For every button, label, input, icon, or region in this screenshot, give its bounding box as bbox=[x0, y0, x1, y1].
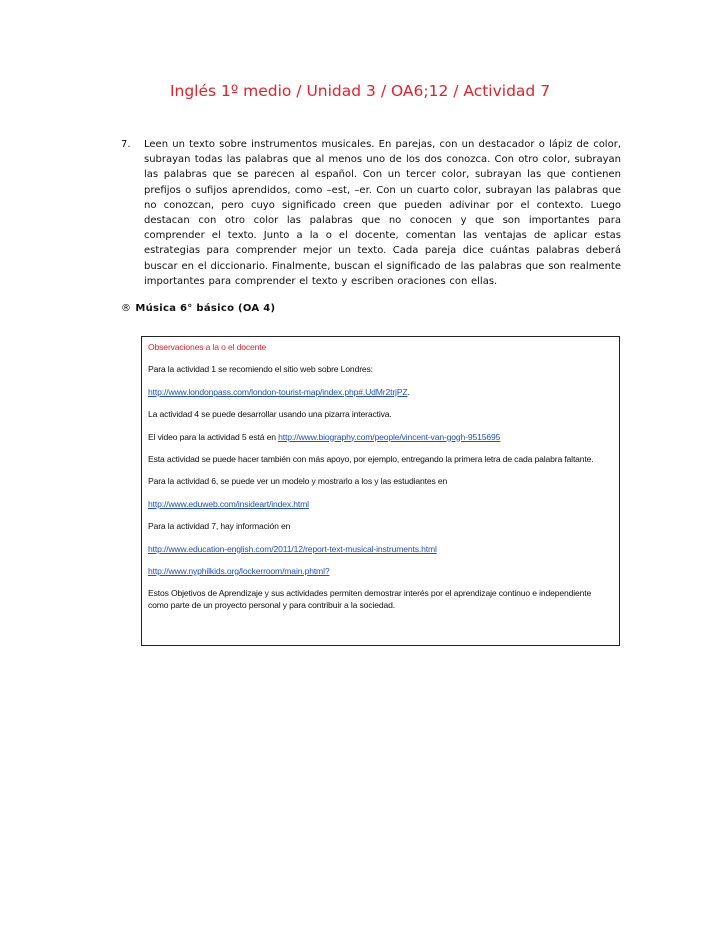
activity-text: Leen un texto sobre instrumentos musicales. En parejas, con un destacador o lápiz de color, subrayan todas las palabras que al menos uno de los dos conozca. Con otro color, subrayan las palabras que se parecen al español. Con un tercer color, subrayan las que contienen prefijos o sufijos aprendidos, como –est, –er. Con un cuarto color, subrayan las palabras que no conozcan, pero cuyo significado creen que pueden adivinar por el contexto. Luego destacan con otro color las palabras que no conocen y que son importantes para comprender el texto. Junto a la o el docente, comentan las ventajas de aplicar estas estrategias para comprender mejor un texto. Cada pareja dice cuántas palabras deberá buscar en el diccionario. Finalmente, buscan el significado de las palabras que son realmente importantes para comprender el texto y escriben oraciones con ellas. bbox=[144, 139, 621, 287]
page-title: Inglés 1º medio / Unidad 3 / OA6;12 / Actividad 7 bbox=[169, 82, 551, 100]
activity-item bbox=[121, 137, 621, 289]
eduweb-link[interactable]: http://www.eduweb.com/insideart/index.html bbox=[148, 498, 309, 509]
link-suffix: . bbox=[407, 386, 410, 397]
note-activity-1: Para la actividad 1 se recomiendo el sitio web sobre Londres: bbox=[148, 364, 373, 375]
note-link-eduweb bbox=[148, 499, 613, 511]
note-support: Esta actividad se puede hacer también con más apoyo, por ejemplo, entregando la primera letra de cada palabra faltante. bbox=[148, 453, 594, 464]
related-subject-link[interactable] bbox=[121, 303, 275, 314]
teacher-notes-box bbox=[141, 336, 620, 646]
notes-title: Observaciones a la o el docente bbox=[148, 342, 267, 352]
note-activity-5 bbox=[148, 432, 613, 444]
note-activity-5-text: El video para la actividad 5 está en bbox=[148, 431, 279, 442]
london-pass-link[interactable]: http://www.londonpass.com/london-tourist-map/index.php#.UdMr2trjPZ bbox=[148, 386, 408, 397]
note-activity-4: La actividad 4 se puede desarrollar usando una pizarra interactiva. bbox=[148, 409, 392, 420]
education-english-link[interactable]: http://www.education-english.com/2011/12/report-text-musical-instruments.html bbox=[148, 543, 437, 554]
note-objectives: Estos Objetivos de Aprendizaje y sus actividades permiten demostrar interés por el aprendizaje continuo e independiente como parte de un proyecto personal y para contribuir a la sociedad. bbox=[148, 588, 592, 611]
note-activity-6: Para la actividad 6, se puede ver un modelo y mostrarlo a los y las estudiantes en bbox=[148, 476, 448, 487]
related-subject-label: Música 6° básico (OA 4) bbox=[135, 303, 276, 314]
nyphilkids-link[interactable]: http://www.nyphilkids.org/lockerroom/main.phtml? bbox=[148, 565, 330, 576]
note-link-london bbox=[148, 387, 613, 399]
activity-number: 7. bbox=[121, 139, 131, 150]
note-link-education-english bbox=[148, 544, 613, 556]
note-activity-7: Para la actividad 7, hay información en bbox=[148, 521, 291, 532]
registered-icon: ® bbox=[121, 303, 132, 314]
note-link-nyphilkids bbox=[148, 566, 613, 578]
biography-link[interactable]: http://www.biography.com/people/vincent-van-gogh-9515695 bbox=[278, 431, 501, 442]
